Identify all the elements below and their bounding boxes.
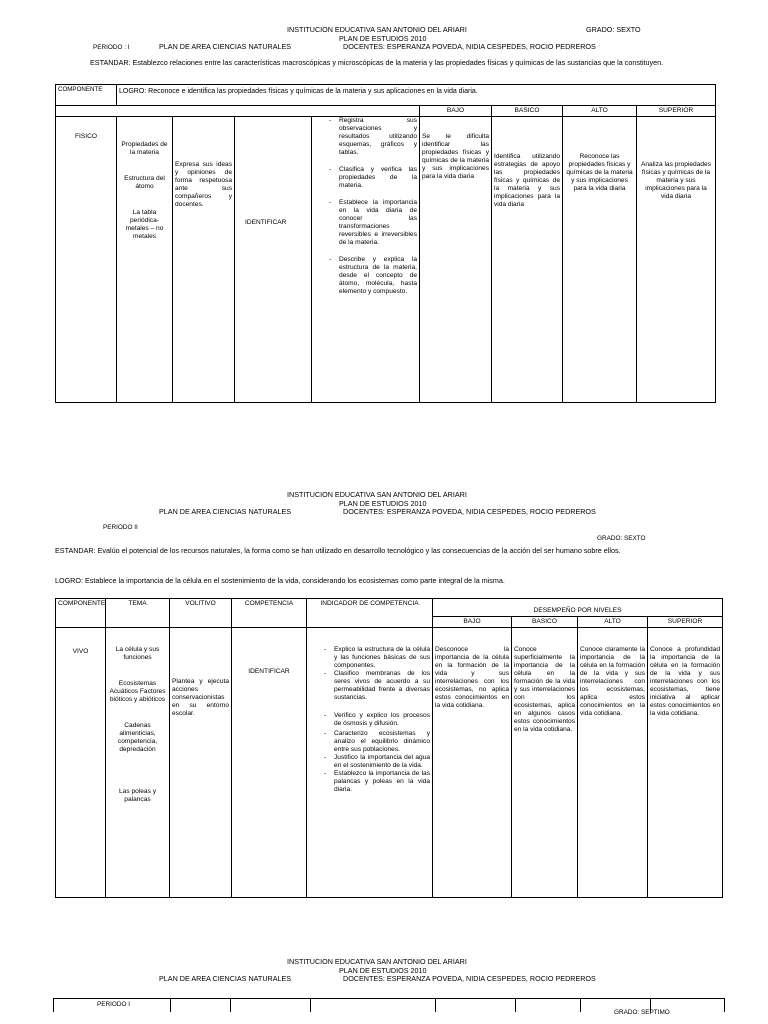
institution-title: INSTITUCION EDUCATIVA SAN ANTONIO DEL ARIARI xyxy=(287,25,467,34)
blank-header xyxy=(56,106,420,117)
volitivo-value: Expresa sus ideas y opiniones de forma respetuosa ante sus compañeros y docentes. xyxy=(173,117,235,403)
tema-item: Estructura del átomo xyxy=(124,175,165,190)
plan-label: PLAN DE ESTUDIOS 2010 xyxy=(339,499,427,508)
tema-item: La tabla periódica- metales – no metales xyxy=(125,209,164,240)
level-basico: BASICO xyxy=(512,617,578,628)
indicador-header: INDICADOR DE COMPETENCIA xyxy=(307,599,433,628)
col-divider xyxy=(170,998,171,1012)
indicador-item: - Describe y explica la estructura de la materia, desde el concepto de átomo, molécula, hasta elemento y compuesto. xyxy=(339,256,417,296)
basico-value: Identifica utilizando estrategias de apoyo las propiedades físicas y químicas de la materia y sus implicaciones para la vida diaria xyxy=(492,117,563,403)
level-alto: ALTO xyxy=(578,617,648,628)
plan-label: PLAN DE ESTUDIOS 2010 xyxy=(339,34,427,43)
indicador-item: - Clasifico membranas de los seres vivos de acuerdo a su permeabilidad frente a diversas sustancias. xyxy=(334,670,430,702)
estandar-text: ESTANDAR: Evalúo el potencial de los recursos naturales, la forma como se han utilizado en desarrollo tecnológico y las consecuencias de la acción del ser humano sobre ellos. xyxy=(55,546,621,555)
level-bajo: BAJO xyxy=(420,106,492,117)
tema-item: La célula y sus funciones xyxy=(115,646,160,661)
componente-value: FISICO xyxy=(56,117,117,403)
col-divider xyxy=(724,998,725,1012)
period-label: PERIODO : I xyxy=(93,44,130,51)
superior-value: Analiza las propiedades físicas y químicas de la materia y sus implicaciones para la vida diaria xyxy=(637,117,716,403)
componente-header: COMPONENTE xyxy=(56,599,106,628)
logro-text: LOGRO: Establece la importancia de la célula en el sostenimiento de la vida, considerando los ecosistemas como parte integral de la misma. xyxy=(55,576,505,585)
basico-value: Conoce superficialmente la importancia de la célula en la formación de la vida y sus interrelaciones con los ecosistemas, aplica en algunos casos estos conocimientos en la vida cotidiana. xyxy=(512,628,578,898)
area-label: PLAN DE AREA CIENCIAS NATURALES xyxy=(159,507,292,516)
level-basico: BASICO xyxy=(492,106,563,117)
tema-item: Propiedades de la materia xyxy=(121,141,168,156)
col-divider xyxy=(53,998,54,1012)
docentes-label: DOCENTES: ESPERANZA POVEDA, NIDIA CESPEDES, ROCIO PEDREROS xyxy=(343,974,596,983)
plan-table-1 xyxy=(55,84,716,403)
level-alto: ALTO xyxy=(563,106,637,117)
grade-label: GRADO: SEPTIMO xyxy=(614,1009,670,1016)
temas-cell xyxy=(117,117,173,403)
tema-item: Las poleas y palancas xyxy=(118,788,157,803)
desempeno-header: DESEMPEÑO POR NIVELES xyxy=(433,599,723,617)
superior-value: Conoce a profundidad la importancia de la célula en la formación de la vida y sus interrelaciones con los ecosistemas, tiene iniciativa al aplicar estos conocimientos en la vida cotidiana. xyxy=(648,628,723,898)
col-divider xyxy=(310,998,311,1012)
bajo-value: Se le dificulta identificar las propiedades físicas y químicas de la materia y sus implicaciones para la vida diaria xyxy=(420,117,492,403)
level-bajo: BAJO xyxy=(433,617,512,628)
indicador-item: - Establece la importancia en la vida diaria de conocer las transformaciones reversibles e irreversibles de la materia. xyxy=(339,199,417,247)
indicadores-cell xyxy=(312,117,420,403)
indicador-item: - Explico la estructura de la célula y las funciones básicas de sus componentes. xyxy=(334,646,430,670)
indicador-item: - Clasifica y verifica las propiedades de la materia. xyxy=(339,166,417,190)
period-label: PERIODO II xyxy=(103,524,138,531)
logro-text: LOGRO: Reconoce e identifica las propiedades físicas y químicas de la materia y sus aplicaciones en la vida diaria. xyxy=(117,85,716,106)
competencia-value: IDENTIFICAR xyxy=(232,628,307,898)
indicador-item: - Registra sus observaciones y resultados utilizando esquemas, gráficos y tablas. xyxy=(339,117,417,157)
institution-title: INSTITUCION EDUCATIVA SAN ANTONIO DEL ARIARI xyxy=(287,490,467,499)
col-divider xyxy=(230,998,231,1012)
period-label: PERIODO I xyxy=(97,1001,131,1008)
col-divider xyxy=(435,998,436,1012)
docentes-label: DOCENTES: ESPERANZA POVEDA, NIDIA CESPEDES, ROCIO PEDREROS xyxy=(343,42,596,51)
volitivo-value: Plantea y ejecuta acciones conservacionistas en su entorno escolar. xyxy=(170,628,232,898)
docentes-label: DOCENTES: ESPERANZA POVEDA, NIDIA CESPEDES, ROCIO PEDREROS xyxy=(343,507,596,516)
competencia-header: COMPETENCIA xyxy=(232,599,307,628)
plan-label: PLAN DE ESTUDIOS 2010 xyxy=(339,966,427,975)
plan-table-2 xyxy=(55,598,723,898)
level-superior: SUPERIOR xyxy=(648,617,723,628)
col-divider xyxy=(580,998,581,1012)
area-label: PLAN DE AREA CIENCIAS NATURALES xyxy=(159,42,292,51)
col-divider xyxy=(515,998,516,1012)
tema-header: TEMA xyxy=(106,599,170,628)
componente-header: COMPONENTE xyxy=(56,85,117,106)
tema-item: Cadenas alimenticias, competencia, depredación xyxy=(117,722,158,753)
competencia-value: IDENTIFICAR xyxy=(235,117,312,403)
alto-value: Conoce claramente la importancia de la célula en la formación de la vida y sus interrelaciones con los ecosistemas, aplica estos conocimientos en la vida cotidiana. xyxy=(578,628,648,898)
tema-item: Ecosistemas Acuáticos Factores bióticos y abióticos xyxy=(109,680,166,703)
indicador-item: - Justifico la importancia del agua en el sostenimiento de la vida. xyxy=(334,754,430,770)
grade-label: GRADO: SEXTO xyxy=(597,535,646,542)
componente-value: VIVO xyxy=(56,628,106,898)
table-top-border xyxy=(53,998,725,999)
estandar-text: ESTANDAR: Establezco relaciones entre las características macroscópicas y microscópicas de la materia y las propiedades físicas y químicas de las sustancias que la constituyen. xyxy=(90,58,664,67)
institution-title: INSTITUCION EDUCATIVA SAN ANTONIO DEL ARIARI xyxy=(287,957,467,966)
indicador-item: - Establezco la importancia de las palancas y poleas en la vida diaria. xyxy=(334,770,430,794)
indicadores-cell xyxy=(307,628,433,898)
bajo-value: Desconoce la importancia de la célula en la formación de la vida y sus interrelaciones con los ecosistemas, no aplica estos conocimientos en la vida cotidiana. xyxy=(433,628,512,898)
indicador-item: - Verifico y explico los procesos de ósmosis y difusión. xyxy=(334,712,430,728)
indicador-item: - Caracterizo ecosistemas y analizo el equilibrio dinámico entre sus poblaciones. xyxy=(334,730,430,754)
alto-value: Reconoce las propiedades físicas y químicas de la materia y sus implicaciones para la vida diaria xyxy=(563,117,637,403)
grade-label: GRADO: SEXTO xyxy=(586,25,641,34)
temas-cell xyxy=(106,628,170,898)
level-superior: SUPERIOR xyxy=(637,106,716,117)
volitivo-header: VOLITIVO xyxy=(170,599,232,628)
area-label: PLAN DE AREA CIENCIAS NATURALES xyxy=(159,974,292,983)
